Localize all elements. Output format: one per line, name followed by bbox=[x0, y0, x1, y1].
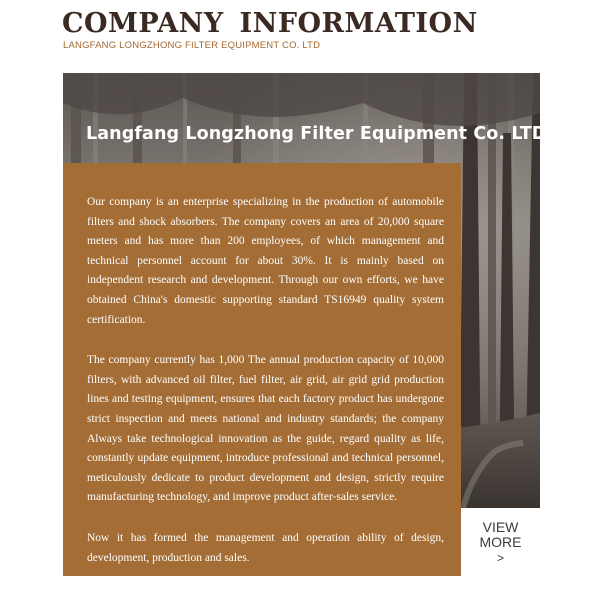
company-description-panel bbox=[63, 163, 461, 576]
chevron-right-icon: > bbox=[496, 551, 504, 565]
view-more-button[interactable] bbox=[461, 508, 540, 576]
description-paragraph-1: Our company is an enterprise specializing in the production of automobile filters and shock absorbers. The company covers an area of 20,000 square meters and has more than 200 employees, of which management and technical personnel account for about 30%. It is mainly based on independent research and development. Through our own efforts, we have obtained China's domestic supporting standard TS16949 quality system certification. bbox=[87, 196, 444, 326]
page-subtitle: LANGFANG LONGZHONG FILTER EQUIPMENT CO. LTD bbox=[63, 40, 321, 51]
page-title: COMPANY INFORMATION bbox=[62, 8, 478, 39]
view-more-label-line1: VIEW bbox=[482, 519, 519, 535]
hero-company-name: Langfang Longzhong Filter Equipment Co. LTD bbox=[86, 124, 547, 144]
description-paragraph-2: The company currently has 1,000 The annual production capacity of 10,000 filters, with advanced oil filter, fuel filter, air grid, air grid grid production lines and testing equipment, ensures that each factory product has undergone strict inspection and meets national and industry standards; the company Always take technological innovation as the guide, regard quality as life, constantly update equipment, introduce professional and technical personnel, meticulously dedicate to product development and design, strictly require manufacturing technology, and improve product after-sales service. bbox=[87, 354, 444, 504]
view-more-label-line2: MORE bbox=[479, 534, 522, 550]
description-paragraph-3: Now it has formed the management and operation ability of design, development, production and sales. bbox=[87, 531, 444, 564]
